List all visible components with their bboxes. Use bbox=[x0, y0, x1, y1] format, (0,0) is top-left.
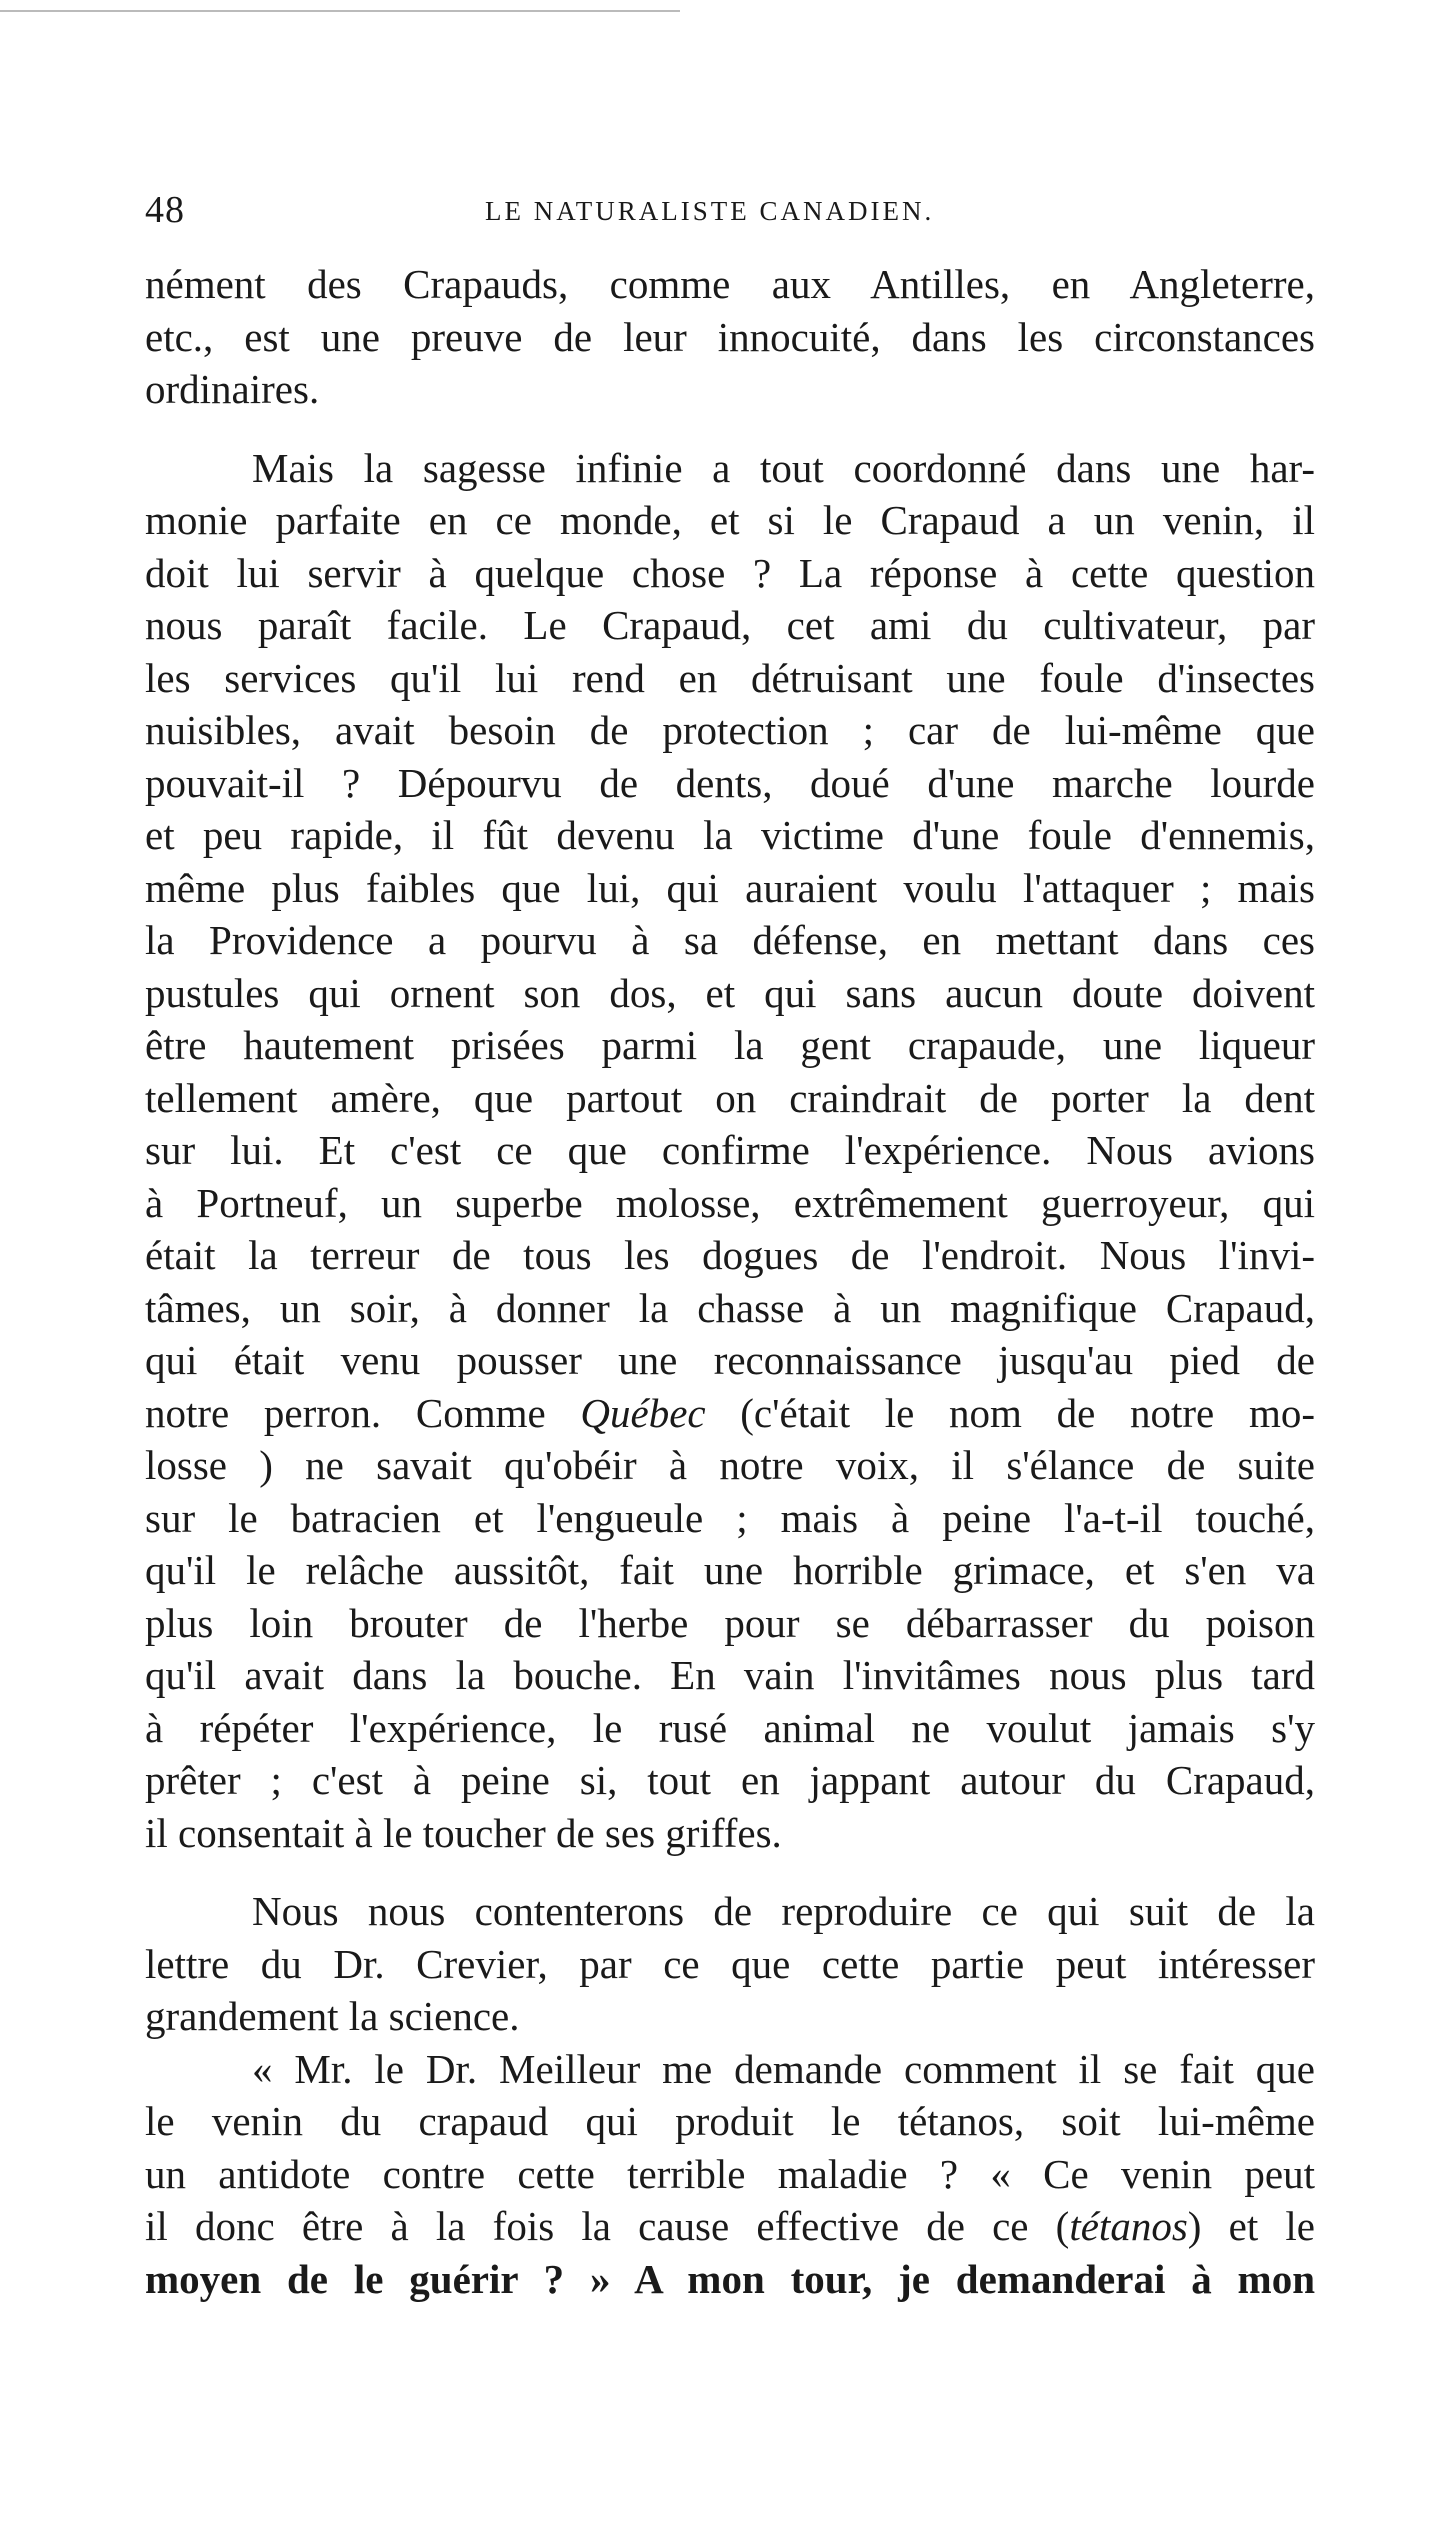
text-line: « Mr. le Dr. Meilleur me demande comment il se fait que bbox=[252, 2045, 1315, 2092]
text-line: être hautement prisées parmi la gent crapaude, une liqueur bbox=[145, 1022, 1315, 1068]
text-line: il consentait à le toucher de ses griffes. bbox=[145, 1809, 782, 1856]
text-line: à Portneuf, un superbe molosse, extrêmement guerroyeur, qui bbox=[145, 1179, 1315, 1226]
text-line: moyen de le guérir ? » A mon tour, je demanderai à mon bbox=[145, 2255, 1315, 2302]
text-line: nément des Crapauds, comme aux Antilles, en Angleterre, bbox=[145, 261, 1315, 307]
text-line: qui était venu pousser une reconnaissance jusqu'au pied de bbox=[145, 1337, 1315, 1383]
text-line: était la terreur de tous les dogues de l'endroit. Nous l'invi- bbox=[145, 1232, 1315, 1278]
text-line: plus loin brouter de l'herbe pour se débarrasser du poison bbox=[145, 1599, 1315, 1646]
italic-word: tétanos bbox=[1069, 2203, 1188, 2249]
text-line: pustules qui ornent son dos, et qui sans aucun doute doivent bbox=[145, 969, 1315, 1016]
text-line: monie parfaite en ce monde, et si le Crapaud a un venin, il bbox=[145, 497, 1315, 543]
text-line: nuisibles, avait besoin de protection ; car de lui-même que bbox=[145, 707, 1315, 753]
page-number: 48 bbox=[145, 189, 185, 231]
text-line: nous paraît facile. Le Crapaud, cet ami du cultivateur, par bbox=[145, 602, 1315, 648]
italic-word: Québec bbox=[580, 1389, 706, 1436]
text-line: qu'il le relâche aussitôt, fait une horrible grimace, et s'en va bbox=[145, 1547, 1315, 1593]
text-line: sur lui. Et c'est ce que confirme l'expérience. Nous avions bbox=[145, 1127, 1315, 1173]
text-line: losse ) ne savait qu'obéir à notre voix, il s'élance de suite bbox=[145, 1442, 1315, 1488]
text-segment: notre perron. Comme bbox=[145, 1389, 546, 1436]
text-line: grandement la science. bbox=[145, 1993, 520, 2039]
text-line: et peu rapide, il fût devenu la victime d'une foule d'ennemis, bbox=[145, 812, 1315, 858]
text-line: Mais la sagesse infinie a tout coordonné dans une har- bbox=[252, 444, 1315, 491]
text-line: prêter ; c'est à peine si, tout en jappant autour du Crapaud, bbox=[145, 1757, 1315, 1803]
text-line: Nous nous contenterons de reproduire ce qui suit de la bbox=[252, 1888, 1315, 1934]
text-line: à répéter l'expérience, le rusé animal ne voulut jamais s'y bbox=[145, 1704, 1315, 1751]
text-segment: ) et le bbox=[1187, 2203, 1315, 2249]
text-line: qu'il avait dans la bouche. En vain l'invitâmes nous plus tard bbox=[145, 1652, 1315, 1698]
text-line: le venin du crapaud qui produit le tétanos, soit lui-même bbox=[145, 2098, 1315, 2144]
body-text bbox=[145, 258, 1315, 2305]
text-line: etc., est une preuve de leur innocuité, dans les circonstances bbox=[145, 313, 1315, 360]
page-header bbox=[145, 188, 1295, 236]
text-line: même plus faibles que lui, qui auraient voulu l'attaquer ; mais bbox=[145, 864, 1315, 911]
text-line: doit lui servir à quelque chose ? La réponse à cette question bbox=[145, 549, 1315, 596]
text-line: un antidote contre cette terrible maladie ? « Ce venin peut bbox=[145, 2150, 1315, 2197]
text-line: la Providence a pourvu à sa défense, en mettant dans ces bbox=[145, 917, 1315, 963]
top-rule bbox=[0, 10, 680, 12]
text-line bbox=[145, 2200, 1315, 2253]
text-segment: il donc être à la fois la cause effective de ce ( bbox=[145, 2203, 1070, 2249]
text-line: tellement amère, que partout on craindrait de porter la dent bbox=[145, 1074, 1315, 1121]
text-segment: (c'était le nom de notre mo- bbox=[740, 1389, 1315, 1436]
running-title: LE NATURALISTE CANADIEN. bbox=[485, 196, 935, 226]
text-line bbox=[145, 1387, 1315, 1440]
text-line: tâmes, un soir, à donner la chasse à un magnifique Crapaud, bbox=[145, 1284, 1315, 1331]
text-line: pouvait-il ? Dépourvu de dents, doué d'une marche lourde bbox=[145, 759, 1315, 806]
text-line: lettre du Dr. Crevier, par ce que cette partie peut intéresser bbox=[145, 1940, 1315, 1987]
text-line: les services qu'il lui rend en détruisant une foule d'insectes bbox=[145, 654, 1315, 701]
text-line: ordinaires. bbox=[145, 366, 320, 412]
text-line: sur le batracien et l'engueule ; mais à peine l'a-t-il touché, bbox=[145, 1494, 1315, 1541]
